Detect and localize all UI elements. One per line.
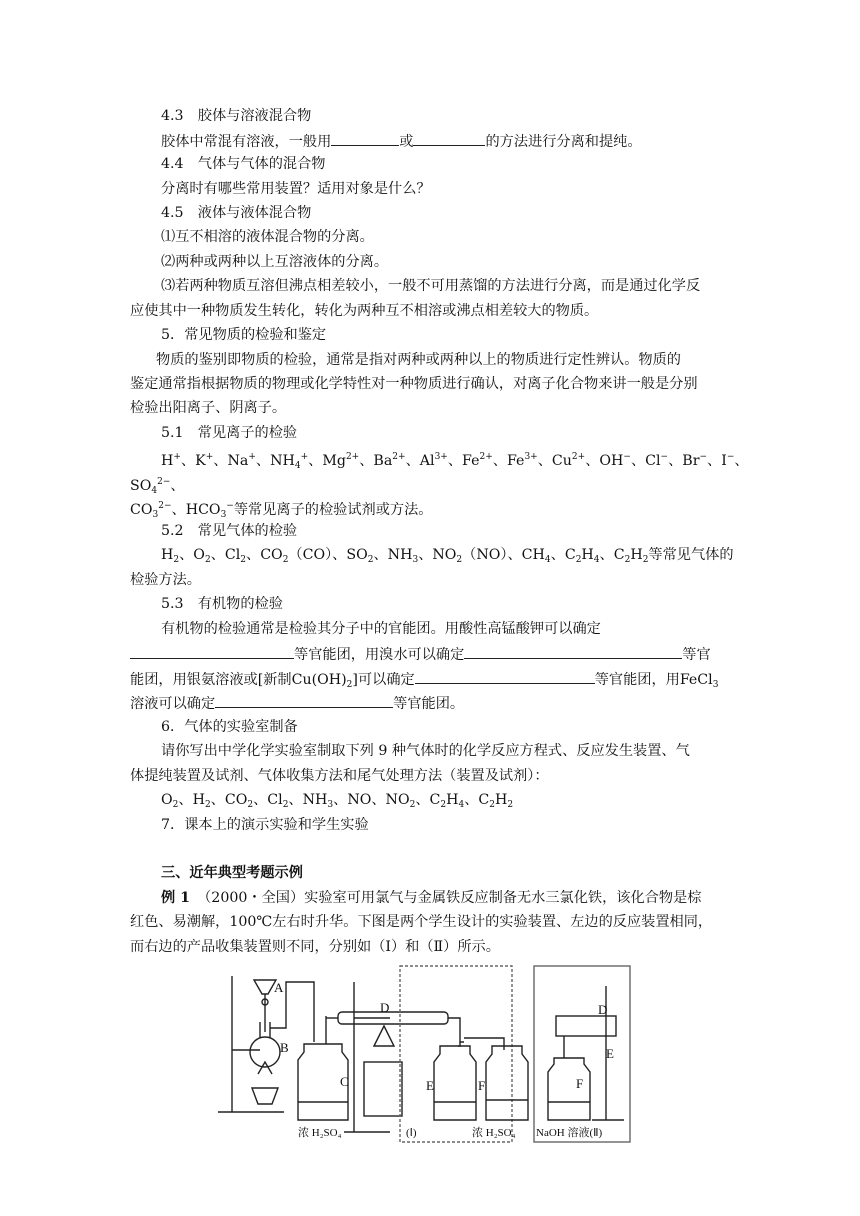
ion-list-line-2: $SO_4^{2-}$、	[130, 477, 185, 496]
label-e-i: E	[426, 1078, 434, 1093]
caption-i: (Ⅰ)	[406, 1127, 417, 1139]
section-5-title: 5．常见物质的检验和鉴定	[161, 327, 327, 343]
label-a: A	[274, 980, 284, 995]
example-1-para-1: 例 1 （2000・全国）实验室可用氯气与金属铁反应制备无水三氯化铁，该化合物是棕	[161, 890, 702, 906]
section-4-3-title: 4.3 胶体与溶液混合物	[161, 108, 312, 124]
funnel-a	[254, 980, 276, 994]
caption-left: 浓 H₂SO₄	[298, 1127, 342, 1139]
section-6-para-2: 体提纯装置及试剂、气体收集方法和尾气处理方法（装置及试剂）：	[130, 768, 549, 784]
apparatus-figure	[214, 962, 634, 1150]
section-5-1-title: 5.1 常见离子的检验	[161, 425, 298, 441]
section-6-para-1: 请你写出中学化学实验室制取下列 9 种气体时的化学反应方程式、反应发生装置、气	[161, 743, 690, 759]
answer-blank-6[interactable]	[215, 692, 393, 708]
label-d-ii: D	[598, 1002, 608, 1017]
answer-blank-4[interactable]	[464, 643, 682, 659]
section-4-5-item-3a: ⑶若两种物质互溶但沸点相差较小，一般不可用蒸馏的方法进行分离，而是通过化学反	[161, 278, 701, 294]
section-5-3-para-1: 有机物的检验通常是检验其分子中的官能团。用酸性高锰酸钾可以确定	[161, 621, 601, 637]
bottle-f-ii	[548, 1058, 590, 1120]
section-4-5-item-3b: 应使其中一种物质发生转化，转化为两种互不相溶或沸点相差较大的物质。	[130, 303, 599, 319]
collector-d	[556, 1016, 616, 1036]
label-d: D	[380, 1000, 390, 1015]
gas-list-line: $H_2$、$O_2$、$Cl_2$、$CO_2(CO)$、$SO_2$、$NH_3$、$NO_2(NO)$、$CH_4$、$C_2H_4$、$C_2H_2$等常见气体的	[161, 547, 734, 565]
section-3-heading: 三、近年典型考题示例	[161, 865, 303, 881]
label-e-ii: E	[606, 1046, 614, 1061]
bottle-e-i	[434, 1046, 476, 1120]
section-4-5-item-2: ⑵两种或两种以上互溶液体的分离。	[161, 254, 389, 270]
section-4-5-title: 4.5 液体与液体混合物	[161, 205, 312, 221]
ion-list-line-3: $CO_3^{2-}$、$HCO_3^-$等常见离子的检验试剂或方法。	[130, 501, 433, 520]
section-5-3-para-3: 能团，用银氨溶液或[新制$Cu(OH)_2$]可以确定 等官能团，用FeCl$_3$	[130, 668, 718, 695]
example-1-para-2: 红色、易潮解，100℃左右时升华。下图是两个学生设计的实验装置、左边的反应装置相同，	[130, 914, 713, 930]
label-b: B	[280, 1040, 289, 1055]
apparatus-diagram	[214, 962, 634, 1150]
label-f-ii: F	[576, 1076, 584, 1091]
section-5-3-title: 5.3 有机物的检验	[161, 596, 283, 612]
answer-blank-3[interactable]	[130, 643, 294, 659]
section-5-para-3: 检验出阳离子、阴离子。	[130, 400, 287, 416]
section-4-4-title: 4.4 气体与气体的混合物	[161, 156, 326, 172]
example-1-para-3: 而右边的产品收集装置则不同，分别如（Ⅰ）和（Ⅱ）所示。	[130, 939, 500, 955]
section-5-para-2: 鉴定通常指根据物质的物理或化学特性对一种物质进行确认，对离子化合物来讲一般是分别	[130, 376, 698, 392]
label-c: C	[340, 1074, 349, 1089]
answer-blank-1[interactable]	[331, 130, 399, 146]
caption-right: NaOH 溶液(Ⅱ)	[536, 1127, 603, 1139]
section-5-3-para-2: 等官能团，用溴水可以确定 等官	[130, 643, 711, 665]
section-5-3-para-4: 溶液可以确定 等官能团。	[130, 692, 464, 714]
section-6-title: 6．气体的实验室制备	[161, 719, 298, 735]
heater-block	[364, 1062, 402, 1116]
gas-list-line-2: 检验方法。	[130, 572, 201, 588]
section-4-3-text: 胶体中常混有溶液，一般用 或 的方法进行分离和提纯。	[161, 130, 642, 152]
section-4-4-text: 分离时有哪些常用装置？适用对象是什么？	[161, 181, 431, 197]
gas-preparation-list: $O_2$、$H_2$、$CO_2$、$Cl_2$、$NH_3$、NO、$NO_2$、$C_2H_4$、$C_2H_2$	[161, 792, 514, 810]
answer-blank-5[interactable]	[415, 668, 595, 684]
section-5-para-1: 物质的鉴别即物质的检验，通常是指对两种或两种以上的物质进行定性辨认。物质的	[156, 352, 681, 368]
ion-list-line: H+、K+、Na+、$NH_4^+$、$Mg^{2+}$、$Ba^{2+}$、$Al^{3+}$、$Fe^{2+}$、$Fe^{3+}$、$Cu^{2+}$、OH−、Cl−、Br−、I−、	[161, 452, 749, 471]
section-7-title: 7．课本上的演示实验和学生实验	[161, 817, 369, 833]
answer-blank-2[interactable]	[413, 130, 485, 146]
label-f-i: F	[478, 1078, 486, 1093]
caption-mid: 浓 H₂SO₄	[472, 1127, 516, 1139]
section-5-2-title: 5.2 常见气体的检验	[161, 523, 298, 539]
bottle-f-i	[486, 1046, 528, 1120]
burner	[252, 1088, 278, 1104]
section-4-5-item-1: ⑴互不相溶的液体混合物的分离。	[161, 229, 374, 245]
